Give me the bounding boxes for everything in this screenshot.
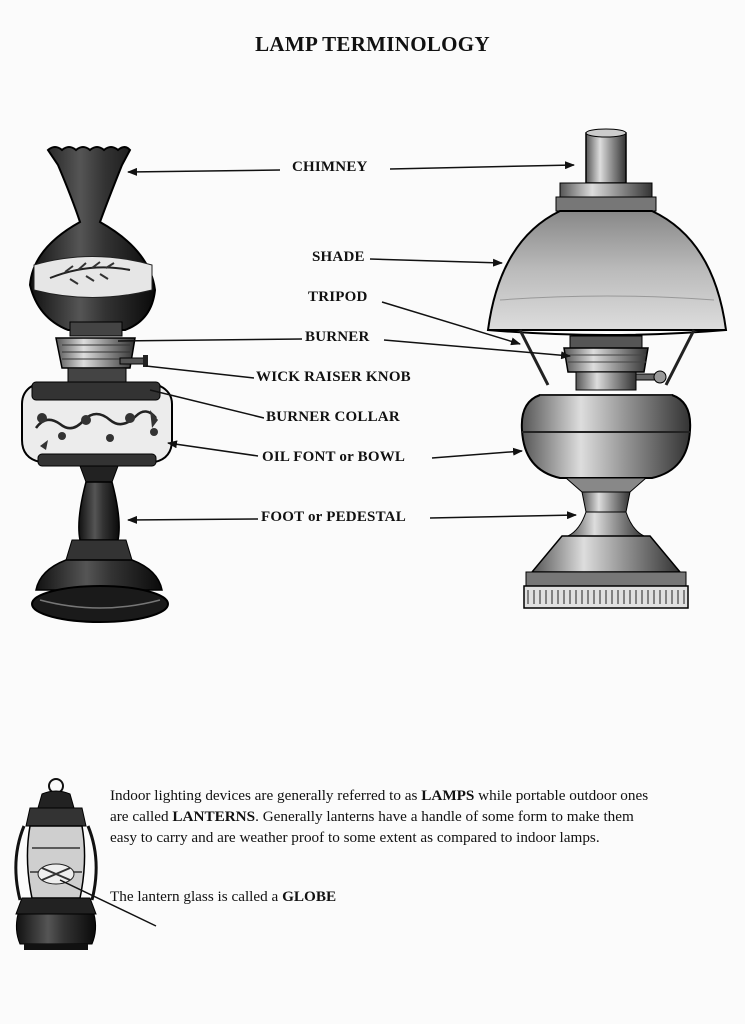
burner-left-line <box>118 339 302 341</box>
page-title: LAMP TERMINOLOGY <box>255 32 490 56</box>
description-text: while portable outdoor ones are called <box>110 787 649 825</box>
label-tripod: TRIPOD <box>308 289 368 305</box>
burner-right-arrow <box>384 340 570 356</box>
shade-arrow <box>370 259 502 263</box>
left-burner-illustration <box>56 322 148 384</box>
left-chimney-illustration <box>30 147 155 330</box>
label-oil-font: OIL FONT or BOWL <box>262 449 406 465</box>
foot-left-arrow <box>128 519 258 520</box>
label-wick-raiser-knob: WICK RAISER KNOB <box>256 369 411 385</box>
label-burner: BURNER <box>305 329 370 345</box>
chimney-left-arrow <box>128 170 280 172</box>
lamp-lantern-description <box>110 785 650 848</box>
lantern-illustration <box>16 779 96 950</box>
right-foot-illustration <box>524 478 688 608</box>
foot-right-arrow <box>430 515 576 518</box>
chimney-right-arrow <box>390 165 574 169</box>
left-oil-font-illustration <box>22 382 172 466</box>
label-chimney: CHIMNEY <box>292 159 368 175</box>
oil-font-right-arrow <box>432 451 522 458</box>
right-oil-font-illustration <box>522 395 690 478</box>
globe-description <box>110 886 650 907</box>
term-globe: GLOBE <box>282 888 337 905</box>
label-burner-collar: BURNER COLLAR <box>266 409 400 425</box>
term-lamps: LAMPS <box>421 787 475 804</box>
label-foot: FOOT or PEDESTAL <box>261 509 406 525</box>
right-chimney-illustration <box>556 129 656 211</box>
left-lamp-illustration <box>22 147 172 622</box>
wick-knob-line <box>146 366 254 378</box>
description-text: Indoor lighting devices are generally referred to as <box>110 787 422 804</box>
label-shade: SHADE <box>312 249 365 265</box>
right-lamp-illustration <box>488 129 726 608</box>
right-shade-illustration <box>488 211 726 335</box>
right-burner-illustration <box>564 336 666 390</box>
description-text: . Generally lanterns have a handle of some form to make them easy to carry and are weather proof to some extent as compared to indoor lamps. <box>110 808 634 846</box>
term-lanterns: LANTERNS <box>172 808 256 825</box>
description-text: The lantern glass is called a <box>110 888 283 905</box>
left-foot-illustration <box>32 466 168 622</box>
oil-font-left-arrow <box>168 443 258 456</box>
